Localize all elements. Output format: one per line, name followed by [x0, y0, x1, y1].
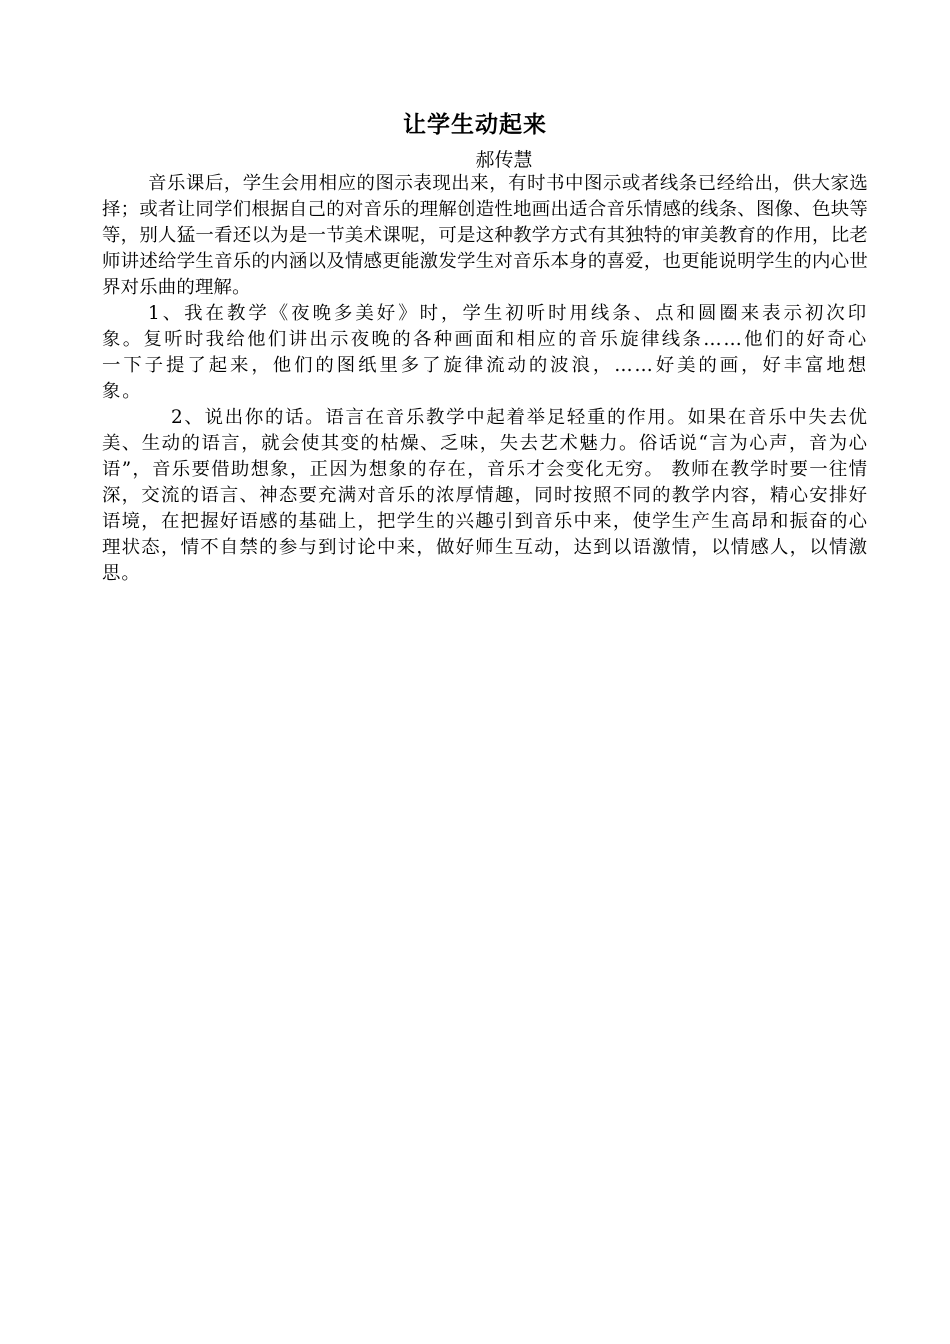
- paragraph-intro: 音乐课后，学生会用相应的图示表现出来，有时书中图示或者线条已经给出，供大家选择；或者让同学们根据自己的对音乐的理解创造性地画出适合音乐情感的线条、图像、色块等等，别人猛一看还以为是一节美术课呢，可是这种教学方式有其独特的审美教育的作用，比老师讲述给学生音乐的内涵以及情感更能激发学生对音乐本身的喜爱，也更能说明学生的内心世界对乐曲的理解。: [102, 173, 868, 298]
- document-body: [102, 171, 868, 587]
- document-author: 郝传慧: [475, 149, 533, 171]
- paragraph-point-2: 2、说出你的话。语言在音乐教学中起着举足轻重的作用。如果在音乐中失去优美、生动的语言，就会使其变的枯燥、乏味，失去艺术魅力。俗话说“言为心声，音为心语”，音乐要借助想象，正因为想象的存在，音乐才会变化无穷。 教师在教学时要一往情深，交流的语言、神态要充满对音乐的浓厚情趣，同时按照不同的教学内容，精心安排好语境，在把握好语感的基础上，把学生的兴趣引到音乐中来，使学生产生高昂和振奋的心理状态，情不自禁的参与到讨论中来，做好师生互动，达到以语激情，以情感人，以情激思。: [102, 407, 868, 584]
- document-title: 让学生动起来: [403, 112, 547, 138]
- paragraph-point-1: 1、我在教学《夜晚多美好》时，学生初听时用线条、点和圆圈来表示初次印象。复听时我给他们讲出示夜晚的各种画面和相应的音乐旋律线条……他们的好奇心一下子提了起来，他们的图纸里多了旋律流动的波浪，……好美的画，好丰富地想象。: [102, 303, 868, 402]
